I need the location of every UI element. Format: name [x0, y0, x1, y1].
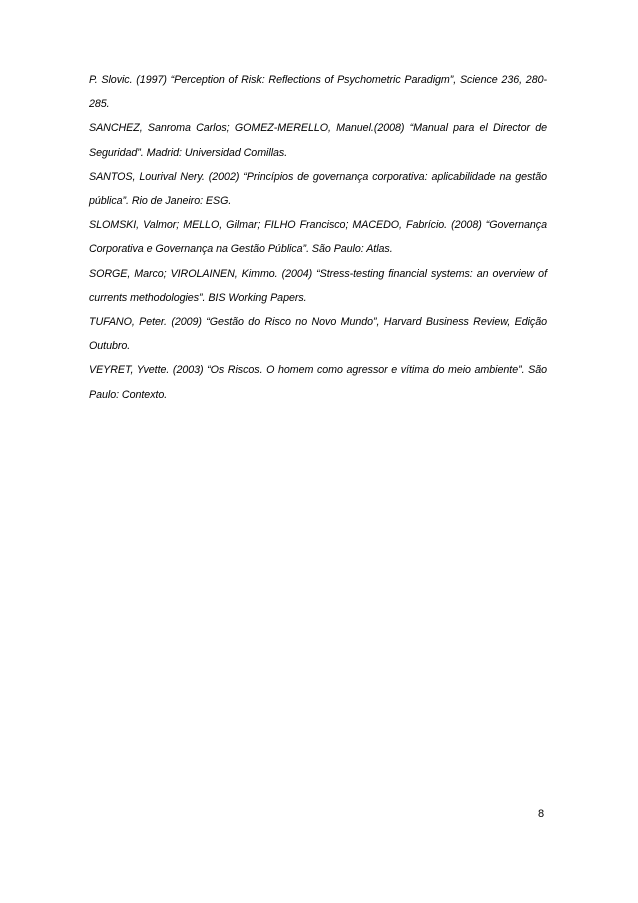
- reference-entry: VEYRET, Yvette. (2003) “Os Riscos. O homem como agressor e vítima do meio ambiente”. São Paulo: Contexto.: [89, 364, 547, 401]
- reference-entry: SLOMSKI, Valmor; MELLO, Gilmar; FILHO Francisco; MACEDO, Fabrício. (2008) “Governança Corporativa e Governança na Gestão Pública”. São Paulo: Atlas.: [89, 219, 547, 256]
- reference-entry: SORGE, Marco; VIROLAINEN, Kimmo. (2004) “Stress-testing financial systems: an overview of currents methodologies”. BIS Working Papers.: [89, 267, 547, 304]
- page-number: 8: [538, 808, 545, 820]
- reference-entry: SANTOS, Lourival Nery. (2002) “Princípios de governança corporativa: aplicabilidade na gestão pública”. Rio de Janeiro: ESG.: [89, 170, 547, 208]
- reference-list: [89, 68, 547, 407]
- reference-entry: SANCHEZ, Sanroma Carlos; GOMEZ-MERELLO, Manuel.(2008) “Manual para el Director de Seguridad”. Madrid: Universidad Comillas.: [89, 122, 547, 159]
- reference-entry: P. Slovic. (1997) “Perception of Risk: Reflections of Psychometric Paradigm”, Science 236, 280-285.: [89, 74, 547, 111]
- reference-entry: TUFANO, Peter. (2009) “Gestão do Risco no Novo Mundo”, Harvard Business Review, Edição Outubro.: [89, 316, 547, 353]
